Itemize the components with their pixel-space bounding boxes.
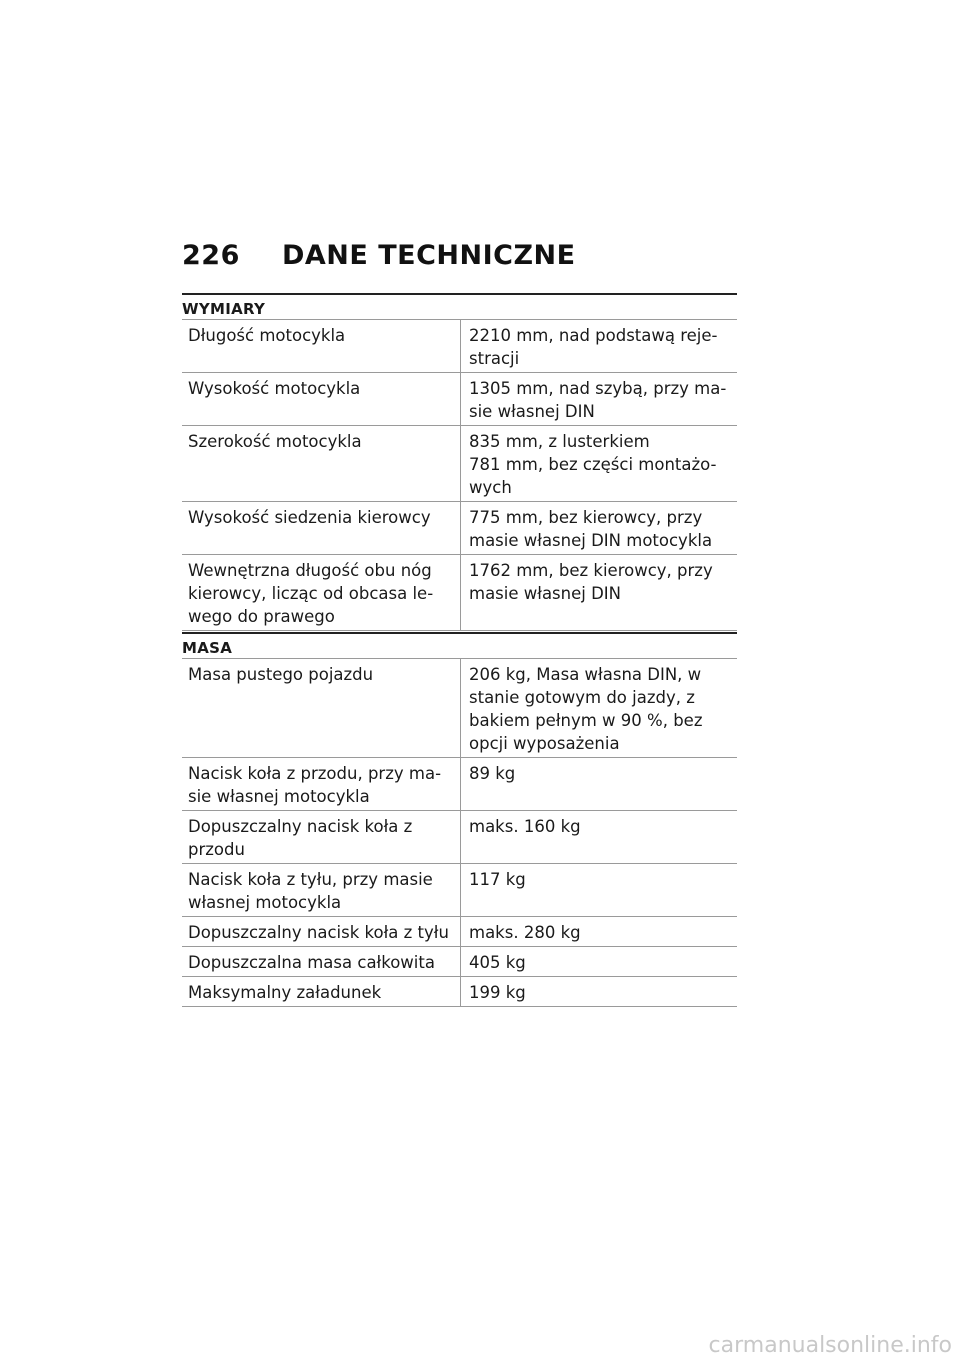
table-row bbox=[182, 811, 737, 864]
spec-value: 1305 mm, nad szybą, przy ma- sie własnej DIN bbox=[461, 373, 738, 426]
spec-value: 206 kg, Masa własna DIN, w stanie gotowym do jazdy, z bakiem pełnym w 90 %, bez opcji wyposażenia bbox=[461, 659, 738, 758]
spec-label: Masa pustego pojazdu bbox=[182, 659, 461, 758]
table-row bbox=[182, 320, 737, 373]
spec-value: 1762 mm, bez kierowcy, przy masie własnej DIN bbox=[461, 555, 738, 631]
spec-label: Maksymalny załadunek bbox=[182, 977, 461, 1007]
spec-value: 199 kg bbox=[461, 977, 738, 1007]
spec-table bbox=[182, 319, 737, 631]
spec-label: Długość motocykla bbox=[182, 320, 461, 373]
spec-value: maks. 160 kg bbox=[461, 811, 738, 864]
spec-value: 835 mm, z lusterkiem 781 mm, bez części montażo- wych bbox=[461, 426, 738, 502]
table-row bbox=[182, 977, 737, 1007]
spec-value: 117 kg bbox=[461, 864, 738, 917]
page-header bbox=[182, 240, 742, 280]
table-row bbox=[182, 864, 737, 917]
spec-label: Wewnętrzna długość obu nóg kierowcy, licząc od obcasa le- wego do prawego bbox=[182, 555, 461, 631]
table-row bbox=[182, 502, 737, 555]
watermark: carmanualsonline.info bbox=[708, 1333, 952, 1358]
table-row bbox=[182, 373, 737, 426]
page-number: 226 bbox=[182, 240, 240, 271]
spec-label: Wysokość siedzenia kierowcy bbox=[182, 502, 461, 555]
spec-table-body bbox=[182, 659, 737, 1007]
table-row bbox=[182, 659, 737, 758]
spec-table-body bbox=[182, 320, 737, 631]
spec-label: Dopuszczalny nacisk koła z przodu bbox=[182, 811, 461, 864]
section-title: MASA bbox=[182, 632, 737, 658]
spec-value: 775 mm, bez kierowcy, przy masie własnej DIN motocykla bbox=[461, 502, 738, 555]
page-title: DANE TECHNICZNE bbox=[282, 240, 576, 271]
table-row bbox=[182, 758, 737, 811]
spec-label: Wysokość motocykla bbox=[182, 373, 461, 426]
table-row bbox=[182, 555, 737, 631]
spec-value: 2210 mm, nad podstawą reje- stracji bbox=[461, 320, 738, 373]
table-row bbox=[182, 917, 737, 947]
table-row bbox=[182, 426, 737, 502]
section-title: WYMIARY bbox=[182, 293, 737, 319]
spec-table bbox=[182, 658, 737, 1007]
spec-label: Szerokość motocykla bbox=[182, 426, 461, 502]
spec-value: 405 kg bbox=[461, 947, 738, 977]
section-dimensions bbox=[182, 293, 737, 631]
table-row bbox=[182, 947, 737, 977]
spec-value: maks. 280 kg bbox=[461, 917, 738, 947]
spec-value: 89 kg bbox=[461, 758, 738, 811]
spec-label: Nacisk koła z przodu, przy ma- sie własnej motocykla bbox=[182, 758, 461, 811]
spec-label: Dopuszczalna masa całkowita bbox=[182, 947, 461, 977]
section-mass bbox=[182, 632, 737, 1007]
spec-label: Nacisk koła z tyłu, przy masie własnej motocykla bbox=[182, 864, 461, 917]
spec-label: Dopuszczalny nacisk koła z tyłu bbox=[182, 917, 461, 947]
